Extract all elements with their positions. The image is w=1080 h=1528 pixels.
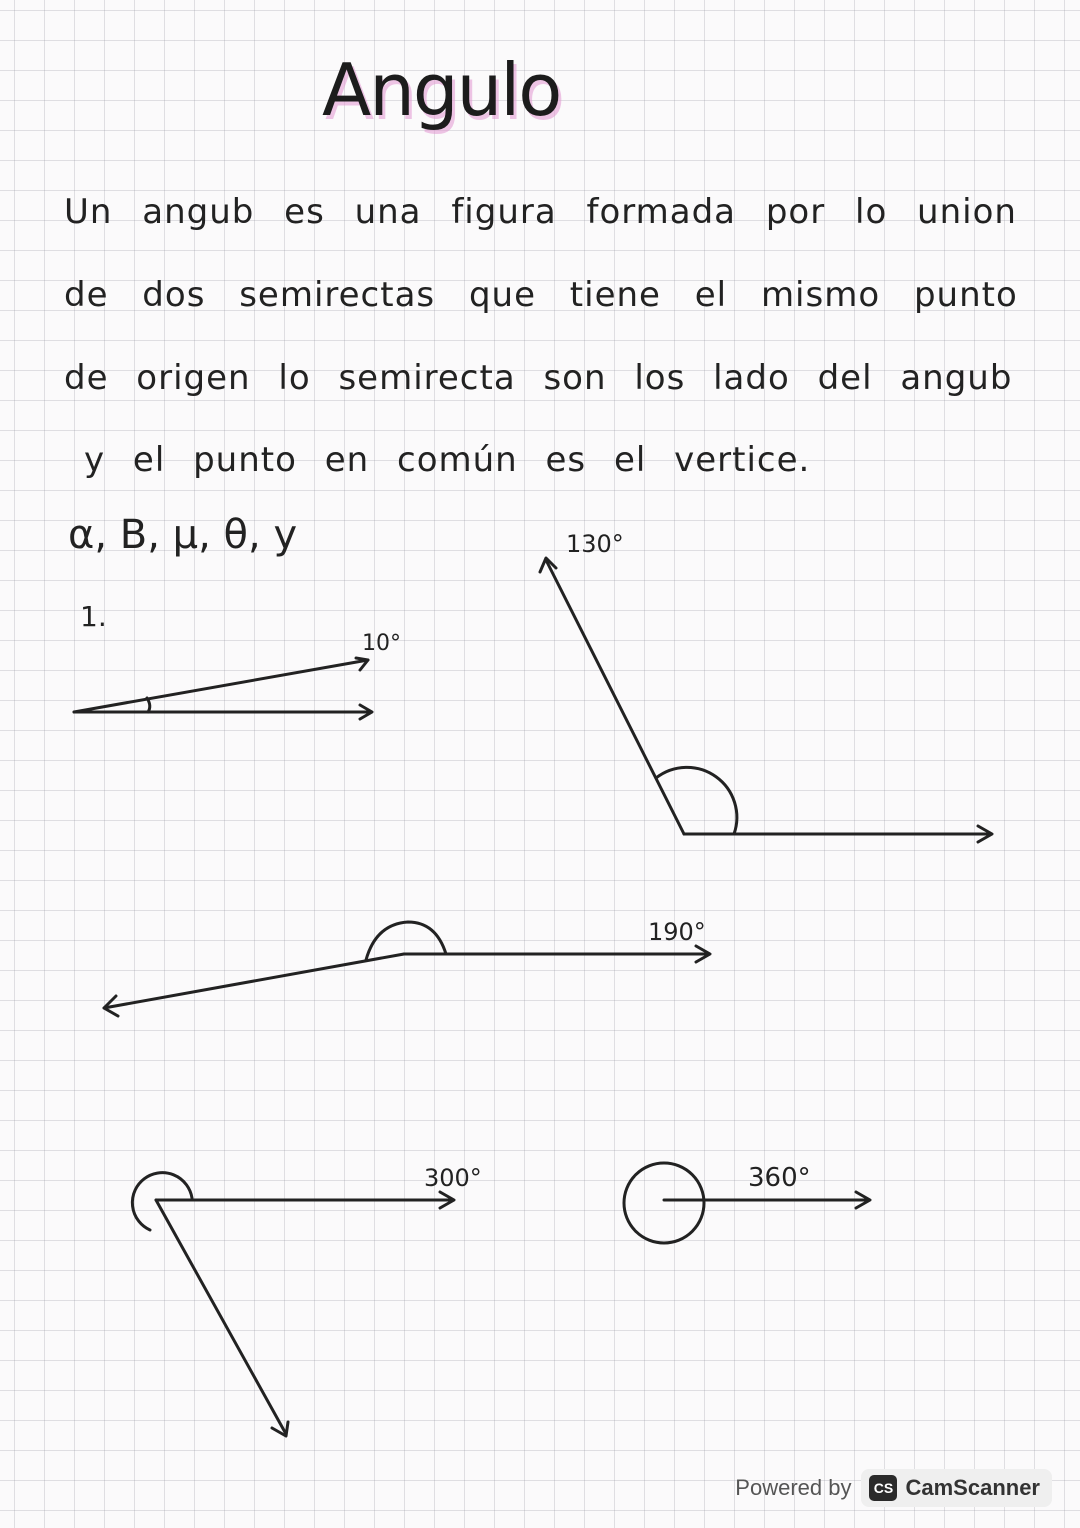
angle-190-drawing — [104, 918, 710, 1016]
angle-10-label: 10° — [362, 631, 401, 656]
angle-symbols: α, B, μ, θ, y — [68, 512, 298, 558]
angle-10-drawing — [74, 631, 401, 719]
camscanner-brand: CamScanner — [905, 1475, 1040, 1500]
angle-360-drawing — [624, 1163, 870, 1243]
angle-130-drawing — [540, 530, 992, 842]
definition-line-4: y el punto en común es el vertice. — [84, 440, 811, 480]
angle-360-label: 360° — [748, 1163, 811, 1193]
angle-130-label: 130° — [566, 530, 624, 558]
angle-190-label: 190° — [648, 918, 706, 946]
angle-300-label: 300° — [424, 1164, 482, 1192]
definition-line-3: de origen lo semirecta son los lado del angub — [64, 358, 1013, 398]
page-title: Angulo — [322, 48, 561, 132]
powered-by-text: Powered by — [735, 1475, 852, 1500]
item-number: 1. — [80, 600, 107, 633]
camscanner-logo-icon: CS — [869, 1475, 897, 1501]
angle-300-drawing — [132, 1164, 481, 1436]
definition-line-1: Un angub es una figura formada por lo union — [64, 192, 1017, 232]
camscanner-badge — [861, 1469, 1052, 1507]
camscanner-watermark — [735, 1466, 1052, 1510]
definition-line-2: de dos semirectas que tiene el mismo punto — [64, 275, 1018, 315]
